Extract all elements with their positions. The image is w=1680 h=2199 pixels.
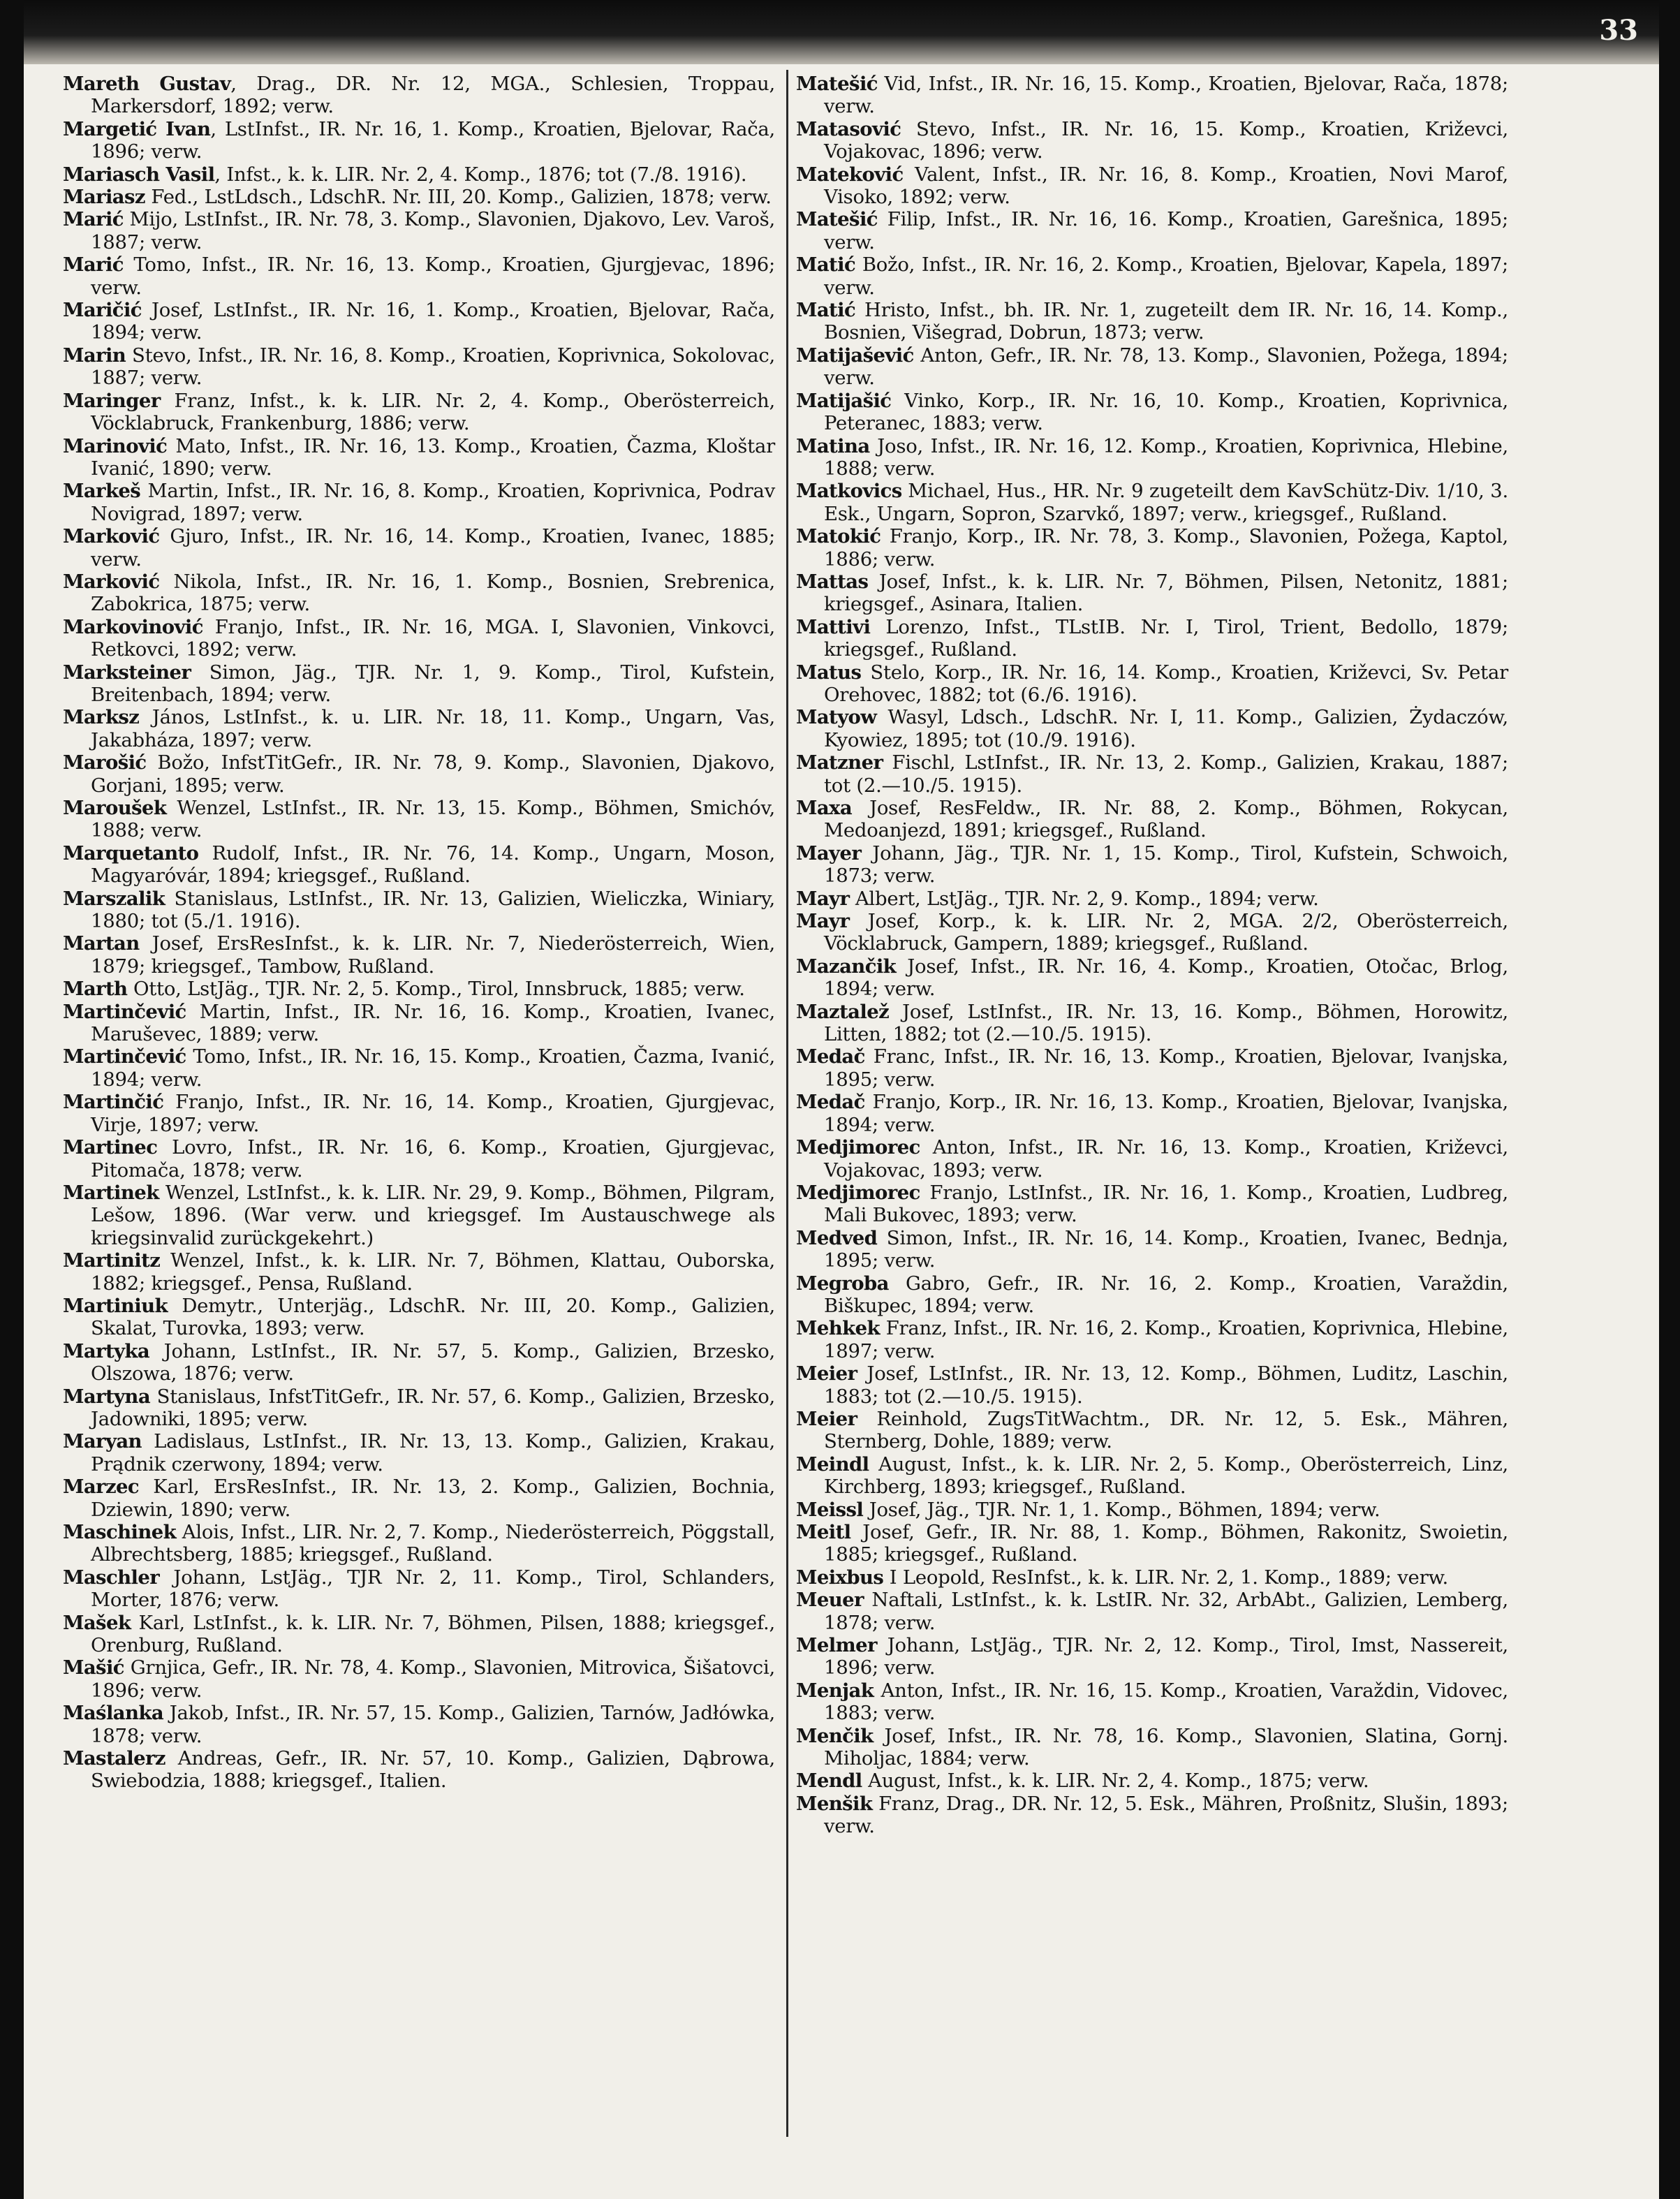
entry-details: Johann, Jäg., TJR. Nr. 1, 15. Komp., Tirol, Kufstein, Schwoich, 1873; verw. [824, 841, 1508, 888]
register-entry [63, 390, 775, 435]
entry-surname: Mašek [63, 1611, 131, 1634]
entry-surname: Medač [796, 1045, 865, 1068]
entry-surname: Matzner [796, 751, 883, 774]
entry-details: Franjo, Infst., IR. Nr. 16, 14. Komp., Kroatien, Gjurgjevac, Virje, 1897; verw. [91, 1091, 775, 1136]
register-entry [63, 253, 775, 299]
register-entry [796, 1272, 1508, 1318]
entry-surname: Medjimorec [796, 1136, 920, 1159]
register-entry [63, 616, 775, 661]
entry-details: Gabro, Gefr., IR. Nr. 16, 2. Komp., Kroatien, Varaždin, Biškupec, 1894; verw. [824, 1272, 1508, 1317]
entry-surname: Meindl [796, 1452, 869, 1476]
register-entry [796, 1317, 1508, 1362]
entry-surname: Martan [63, 932, 140, 955]
entry-details: Filip, Infst., IR. Nr. 16, 16. Komp., Kroatien, Garešnica, 1895; verw. [824, 208, 1508, 253]
entry-surname: Maroušek [63, 797, 167, 819]
entry-details: I Leopold, ResInfst., k. k. LIR. Nr. 2, 1. Komp., 1889; verw. [883, 1566, 1448, 1589]
register-entry [796, 1679, 1508, 1725]
entry-details: Mato, Infst., IR. Nr. 16, 13. Komp., Kroatien, Čazma, Kloštar Ivanić, 1890; verw. [91, 434, 775, 480]
entry-details: Josef, Infst., IR. Nr. 16, 4. Komp., Kroatien, Otočac, Brlog, 1894; verw. [824, 955, 1508, 1001]
register-entry [796, 299, 1508, 344]
entry-details: Simon, Jäg., TJR. Nr. 1, 9. Komp., Tirol, Kufstein, Breitenbach, 1894; verw. [91, 661, 775, 706]
entry-details: Fischl, LstInfst., IR. Nr. 13, 2. Komp., Galizien, Krakau, 1887; tot (2.—10./5. 1915). [824, 751, 1508, 797]
entry-surname: Martinčević [63, 1000, 186, 1023]
entry-surname: Maztalež [796, 1000, 890, 1023]
entry-surname: Markeš [63, 480, 141, 503]
entry-surname: Meuer [796, 1589, 864, 1612]
entry-details: Stevo, Infst., IR. Nr. 16, 15. Komp., Kroatien, Križevci, Vojakovac, 1896; verw. [824, 117, 1508, 163]
register-entry [63, 797, 775, 842]
register-entry [63, 1091, 775, 1136]
entry-surname: Mehkek [796, 1317, 880, 1340]
entry-details: Franjo, LstInfst., IR. Nr. 16, 1. Komp., Kroatien, Ludbreg, Mali Bukovec, 1893; verw. [824, 1181, 1508, 1227]
register-entry [63, 751, 775, 797]
entry-details: Stanislaus, InfstTitGefr., IR. Nr. 57, 6. Komp., Galizien, Brzesko, Jadowniki, 1895; verw. [91, 1385, 775, 1430]
entry-details: Stelo, Korp., IR. Nr. 16, 14. Komp., Kroatien, Križevci, Sv. Petar Orehovec, 1882; tot (6./6. 1916). [824, 661, 1508, 706]
entry-details: Josef, LstInfst., IR. Nr. 13, 12. Komp., Böhmen, Luditz, Laschin, 1883; tot (2.—10./5. 1915). [824, 1362, 1508, 1408]
register-entry [63, 1045, 775, 1091]
entry-surname: Markovinović [63, 615, 203, 638]
register-entry [796, 1499, 1508, 1521]
register-entry [796, 661, 1508, 707]
entry-surname: Mayr [796, 910, 850, 933]
entry-details: Josef, LstInfst., IR. Nr. 16, 1. Komp., Kroatien, Bjelovar, Rača, 1894; verw. [91, 299, 775, 344]
entry-details: Josef, ErsResInfst., k. k. LIR. Nr. 7, Niederösterreich, Wien, 1879; kriegsgef., Tambow, Rußland. [91, 932, 775, 978]
entry-details: Ladislaus, LstInfst., IR. Nr. 13, 13. Komp., Galizien, Krakau, Prądnik czerwony, 1894; verw. [91, 1430, 775, 1476]
entry-surname: Melmer [796, 1634, 877, 1657]
entry-details: Michael, Hus., HR. Nr. 9 zugeteilt dem KavSchütz-Div. 1/10, 3. Esk., Ungarn, Sopron, Szarvkő, 1897; verw., kriegsgef., Rußland. [824, 480, 1508, 525]
register-entry [63, 208, 775, 253]
register-entry [796, 1001, 1508, 1046]
entry-surname: Martinek [63, 1181, 159, 1204]
entry-surname: Matus [796, 661, 862, 684]
entry-surname: Mattivi [796, 615, 871, 638]
entry-details: Stevo, Infst., IR. Nr. 16, 8. Komp., Kroatien, Koprivnica, Sokolovac, 1887; verw. [91, 344, 775, 390]
entry-surname: Mayer [796, 841, 862, 865]
entry-details: Valent, Infst., IR. Nr. 16, 8. Komp., Kroatien, Novi Marof, Visoko, 1892; verw. [824, 163, 1508, 209]
register-entry [796, 73, 1508, 118]
entry-surname: Medjimorec [796, 1181, 920, 1204]
entry-details: Franz, Infst., IR. Nr. 16, 2. Komp., Kroatien, Koprivnica, Hlebine, 1897; verw. [824, 1317, 1508, 1362]
entry-details: Jakob, Infst., IR. Nr. 57, 15. Komp., Galizien, Tarnów, Jadłówka, 1878; verw. [91, 1702, 775, 1747]
entry-details: , LstInfst., IR. Nr. 16, 1. Komp., Kroatien, Bjelovar, Rača, 1896; verw. [91, 117, 775, 163]
entry-details: Martin, Infst., IR. Nr. 16, 8. Komp., Kroatien, Koprivnica, Podrav Novigrad, 1897; verw. [91, 480, 775, 525]
entry-details: Lorenzo, Infst., TLstIB. Nr. I, Tirol, Trient, Bedollo, 1879; kriegsgef., Rußland. [824, 615, 1508, 661]
entry-details: Wasyl, Ldsch., LdschR. Nr. I, 11. Komp., Galizien, Żydaczów, Kyowiez, 1895; tot (10./9. 1916). [824, 706, 1508, 751]
page-number: 33 [1599, 14, 1638, 47]
entry-surname: Martinčić [63, 1091, 164, 1114]
entry-details: Anton, Infst., IR. Nr. 16, 15. Komp., Kroatien, Varaždin, Vidovec, 1883; verw. [824, 1679, 1508, 1725]
register-entry [796, 118, 1508, 163]
entry-surname: Marquetanto [63, 841, 199, 865]
register-entry [63, 344, 775, 390]
left-column [63, 73, 775, 1793]
entry-surname: Marksz [63, 706, 140, 729]
entry-surname: Meier [796, 1407, 857, 1430]
entry-details: Wenzel, LstInfst., k. k. LIR. Nr. 29, 9. Komp., Böhmen, Pilgram, Lešow, 1896. (War verw. und kriegsgef. Im Austauschwege als kriegsinvalid zurückgekehrt.) [91, 1181, 775, 1249]
entry-details: Franjo, Korp., IR. Nr. 16, 13. Komp., Kroatien, Bjelovar, Ivanjska, 1894; verw. [824, 1091, 1508, 1136]
entry-details: Josef, ResFeldw., IR. Nr. 88, 2. Komp., Böhmen, Rokycan, Medoanjezd, 1891; kriegsgef., Rußland. [824, 797, 1508, 842]
entry-surname: Mayr [796, 887, 850, 910]
register-entry [796, 1521, 1508, 1566]
entry-surname: Meier [796, 1362, 857, 1385]
register-entry [63, 888, 775, 933]
entry-surname: Matina [796, 434, 870, 457]
register-entry [63, 1612, 775, 1657]
entry-surname: Margetić Ivan [63, 117, 211, 140]
register-entry [796, 480, 1508, 525]
entry-details: Joso, Infst., IR. Nr. 16, 12. Komp., Kroatien, Koprivnica, Hlebine, 1888; verw. [824, 434, 1508, 480]
register-entry [796, 1793, 1508, 1838]
register-entry [63, 1001, 775, 1046]
entry-surname: Maślanka [63, 1702, 164, 1725]
entry-details: August, Infst., k. k. LIR. Nr. 2, 5. Komp., Oberösterreich, Linz, Kirchberg, 1893; kriegsgef., Rußland. [824, 1452, 1508, 1499]
register-entry [63, 1295, 775, 1340]
entry-surname: Maringer [63, 389, 161, 412]
entry-surname: Matijašić [796, 389, 892, 412]
register-entry [796, 571, 1508, 616]
register-entry [63, 163, 775, 186]
register-entry [63, 571, 775, 616]
entry-surname: Martinec [63, 1136, 158, 1159]
register-entry [63, 978, 775, 1000]
entry-details: Grnjica, Gefr., IR. Nr. 78, 4. Komp., Slavonien, Mitrovica, Šišatovci, 1896; verw. [91, 1656, 775, 1702]
register-entry [63, 73, 775, 118]
register-entry [63, 1340, 775, 1385]
register-entry [796, 888, 1508, 910]
entry-surname: Marković [63, 525, 160, 548]
register-entry [63, 1656, 775, 1702]
entry-surname: Marth [63, 978, 128, 1001]
register-entry [796, 1362, 1508, 1408]
entry-details: Franz, Infst., k. k. LIR. Nr. 2, 4. Komp., Oberösterreich, Vöcklabruck, Frankenburg, 1886; verw. [91, 389, 775, 435]
entry-surname: Maričić [63, 299, 142, 322]
register-entry [63, 525, 775, 571]
entry-surname: Marošić [63, 751, 147, 774]
entry-surname: Mariasch Vasil [63, 163, 215, 186]
entry-details: Anton, Gefr., IR. Nr. 78, 13. Komp., Slavonien, Požega, 1894; verw. [824, 344, 1508, 390]
register-entry [796, 1227, 1508, 1272]
entry-details: Josef, Korp., k. k. LIR. Nr. 2, MGA. 2/2, Oberösterreich, Vöcklabruck, Gampern, 1889; kriegsgef., Rußland. [824, 910, 1508, 955]
register-entry [63, 706, 775, 751]
entry-surname: Mazančik [796, 955, 897, 978]
register-entry [63, 1566, 775, 1612]
register-entry [796, 435, 1508, 480]
entry-surname: Martinitz [63, 1249, 161, 1272]
register-entry [796, 1589, 1508, 1634]
entry-details: Josef, Infst., IR. Nr. 78, 16. Komp., Slavonien, Slatina, Gornj. Miholjac, 1884; verw. [824, 1724, 1508, 1770]
register-entry [796, 955, 1508, 1001]
register-entry [63, 1430, 775, 1476]
entry-details: , Drag., DR. Nr. 12, MGA., Schlesien, Troppau, Markersdorf, 1892; verw. [91, 73, 775, 118]
entry-surname: Marinović [63, 434, 168, 457]
register-entry [796, 163, 1508, 209]
entry-surname: Menčik [796, 1724, 874, 1747]
entry-details: August, Infst., k. k. LIR. Nr. 2, 4. Komp., 1875; verw. [862, 1770, 1369, 1793]
entry-surname: Mariasz [63, 186, 145, 209]
entry-surname: Martiniuk [63, 1294, 168, 1317]
entry-details: Nikola, Infst., IR. Nr. 16, 1. Komp., Bosnien, Srebrenica, Zabokrica, 1875; verw. [91, 570, 775, 616]
entry-surname: Mareth Gustav [63, 73, 231, 95]
entry-details: Franjo, Infst., IR. Nr. 16, MGA. I, Slavonien, Vinkovci, Retkovci, 1892; verw. [91, 615, 775, 661]
register-entry [63, 1385, 775, 1431]
entry-surname: Mendl [796, 1770, 862, 1793]
entry-surname: Matokić [796, 525, 881, 548]
entry-details: , Infst., k. k. LIR. Nr. 2, 4. Komp., 1876; tot (7./8. 1916). [214, 163, 747, 186]
register-entry [796, 706, 1508, 751]
entry-details: Wenzel, LstInfst., IR. Nr. 13, 15. Komp., Böhmen, Smichóv, 1888; verw. [91, 797, 775, 842]
scan-right-border [1659, 0, 1680, 2199]
entry-surname: Medved [796, 1226, 878, 1249]
entry-details: Johann, LstJäg., TJR Nr. 2, 11. Komp., Tirol, Schlanders, Morter, 1876; verw. [91, 1566, 775, 1612]
entry-details: Martin, Infst., IR. Nr. 16, 16. Komp., Kroatien, Ivanec, Maruševec, 1889; verw. [91, 1000, 775, 1046]
register-entry [63, 435, 775, 480]
register-entry [63, 1182, 775, 1249]
entry-surname: Matkovics [796, 480, 902, 503]
entry-details: Johann, LstInfst., IR. Nr. 57, 5. Komp., Galizien, Brzesko, Olszowa, 1876; verw. [91, 1339, 775, 1385]
scan-left-border [0, 0, 24, 2199]
register-entry [796, 1566, 1508, 1589]
entry-surname: Marzec [63, 1476, 140, 1499]
entry-details: Wenzel, Infst., k. k. LIR. Nr. 7, Böhmen, Klattau, Ouborska, 1882; kriegsgef., Pensa, Rußland. [91, 1249, 775, 1295]
entry-details: Karl, LstInfst., k. k. LIR. Nr. 7, Böhmen, Pilsen, 1888; kriegsgef., Orenburg, Rußland. [91, 1611, 775, 1657]
entry-details: Hristo, Infst., bh. IR. Nr. 1, zugeteilt dem IR. Nr. 16, 14. Komp., Bosnien, Višegrad, Dobrun, 1873; verw. [824, 299, 1508, 344]
entry-details: János, LstInfst., k. u. LIR. Nr. 18, 11. Komp., Ungarn, Vas, Jakabháza, 1897; verw. [91, 706, 775, 751]
entry-details: Simon, Infst., IR. Nr. 16, 14. Komp., Kroatien, Ivanec, Bednja, 1895; verw. [824, 1226, 1508, 1272]
register-entry [796, 616, 1508, 661]
entry-surname: Marković [63, 570, 160, 593]
entry-details: Franz, Drag., DR. Nr. 12, 5. Esk., Mähren, Proßnitz, Slušin, 1893; verw. [824, 1792, 1508, 1838]
register-entry [796, 1091, 1508, 1136]
entry-surname: Marić [63, 253, 124, 277]
entry-details: Tomo, Infst., IR. Nr. 16, 15. Komp., Kroatien, Čazma, Ivanić, 1894; verw. [91, 1045, 775, 1091]
register-entry [63, 1747, 775, 1793]
entry-details: Naftali, LstInfst., k. k. LstIR. Nr. 32, ArbAbt., Galizien, Lemberg, 1878; verw. [824, 1589, 1508, 1634]
entry-details: Gjuro, Infst., IR. Nr. 16, 14. Komp., Kroatien, Ivanec, 1885; verw. [91, 525, 775, 571]
entry-details: Johann, LstJäg., TJR. Nr. 2, 12. Komp., Tirol, Imst, Nassereit, 1896; verw. [824, 1634, 1508, 1679]
register-entry [63, 842, 775, 888]
entry-surname: Matešić [796, 73, 878, 95]
register-entry [796, 1453, 1508, 1499]
entry-surname: Mašić [63, 1656, 124, 1679]
register-entry [63, 1702, 775, 1747]
register-entry [796, 842, 1508, 888]
entry-details: Otto, LstJäg., TJR. Nr. 2, 5. Komp., Tirol, Innsbruck, 1885; verw. [127, 978, 745, 1001]
right-column [796, 73, 1508, 1838]
column-divider [786, 70, 788, 2137]
entry-surname: Matijašević [796, 344, 914, 367]
scan-top-border [0, 0, 1680, 64]
entry-details: Božo, Infst., IR. Nr. 16, 2. Komp., Kroatien, Bjelovar, Kapela, 1897; verw. [824, 253, 1508, 299]
entry-surname: Medač [796, 1091, 865, 1114]
register-entry [796, 1770, 1508, 1792]
entry-surname: Maxa [796, 797, 853, 819]
entry-surname: Marszalik [63, 887, 165, 910]
entry-surname: Megroba [796, 1272, 889, 1295]
entry-details: Tomo, Infst., IR. Nr. 16, 13. Komp., Kroatien, Gjurgjevac, 1896; verw. [91, 253, 775, 299]
register-entry [796, 525, 1508, 571]
register-entry [63, 1136, 775, 1182]
register-entry [63, 186, 775, 208]
entry-surname: Marin [63, 344, 126, 367]
register-entry [796, 1634, 1508, 1679]
register-entry [63, 1476, 775, 1521]
register-entry [796, 208, 1508, 253]
register-entry [796, 1136, 1508, 1182]
entry-surname: Meitl [796, 1521, 851, 1543]
entry-details: Franjo, Korp., IR. Nr. 78, 3. Komp., Slavonien, Požega, Kaptol, 1886; verw. [824, 525, 1508, 571]
entry-surname: Martinčević [63, 1045, 186, 1068]
register-entry [796, 797, 1508, 842]
entry-surname: Matić [796, 299, 856, 322]
register-entry [796, 1182, 1508, 1227]
entry-details: Fed., LstLdsch., LdschR. Nr. III, 20. Komp., Galizien, 1878; verw. [145, 186, 772, 209]
entry-surname: Martyna [63, 1385, 151, 1408]
entry-details: Josef, Jäg., TJR. Nr. 1, 1. Komp., Böhmen, 1894; verw. [863, 1498, 1380, 1521]
entry-details: Josef, Gefr., IR. Nr. 88, 1. Komp., Böhmen, Rakonitz, Swoietin, 1885; kriegsgef., Rußland. [824, 1521, 1508, 1566]
entry-surname: Marksteiner [63, 661, 191, 684]
register-entry [796, 1408, 1508, 1453]
entry-surname: Matešić [796, 208, 878, 231]
entry-surname: Menjak [796, 1679, 874, 1702]
register-entry [63, 299, 775, 344]
register-entry [63, 932, 775, 978]
entry-details: Franc, Infst., IR. Nr. 16, 13. Komp., Kroatien, Bjelovar, Ivanjska, 1895; verw. [824, 1045, 1508, 1091]
entry-details: Stanislaus, LstInfst., IR. Nr. 13, Galizien, Wieliczka, Winiary, 1880; tot (5./1. 1916). [91, 887, 775, 933]
register-entry [796, 910, 1508, 955]
entry-surname: Maryan [63, 1430, 142, 1453]
entry-details: Vid, Infst., IR. Nr. 16, 15. Komp., Kroatien, Bjelovar, Rača, 1878; verw. [824, 73, 1508, 118]
register-entry [63, 1521, 775, 1566]
entry-details: Andreas, Gefr., IR. Nr. 57, 10. Komp., Galizien, Dąbrowa, Swiebodzia, 1888; kriegsgef., Italien. [91, 1747, 775, 1793]
entry-details: Reinhold, ZugsTitWachtm., DR. Nr. 12, 5. Esk., Mähren, Sternberg, Dohle, 1889; verw. [824, 1407, 1508, 1453]
entry-surname: Maschinek [63, 1521, 177, 1543]
register-entry [796, 253, 1508, 299]
register-entry [63, 661, 775, 707]
entry-surname: Matasović [796, 117, 901, 140]
register-entry [796, 1725, 1508, 1770]
entry-surname: Mateković [796, 163, 904, 186]
register-entry [796, 1045, 1508, 1091]
register-entry [796, 751, 1508, 797]
entry-details: Lovro, Infst., IR. Nr. 16, 6. Komp., Kroatien, Gjurgjevac, Pitomača, 1878; verw. [91, 1136, 775, 1182]
entry-details: Karl, ErsResInfst., IR. Nr. 13, 2. Komp., Galizien, Bochnia, Dziewin, 1890; verw. [91, 1476, 775, 1521]
entry-surname: Meissl [796, 1498, 864, 1521]
entry-details: Josef, LstInfst., IR. Nr. 13, 16. Komp., Böhmen, Horowitz, Litten, 1882; tot (2.—10./5. 1915). [824, 1000, 1508, 1046]
entry-details: Demytr., Unterjäg., LdschR. Nr. III, 20. Komp., Galizien, Skalat, Turovka, 1893; verw. [91, 1294, 775, 1340]
entry-surname: Mastalerz [63, 1747, 165, 1770]
entry-surname: Matyow [796, 706, 877, 729]
entry-details: Albert, LstJäg., TJR. Nr. 2, 9. Komp., 1894; verw. [849, 887, 1319, 910]
entry-details: Mijo, LstInfst., IR. Nr. 78, 3. Komp., Slavonien, Djakovo, Lev. Varoš, 1887; verw. [91, 208, 775, 253]
entry-details: Alois, Infst., LIR. Nr. 2, 7. Komp., Niederösterreich, Pöggstall, Albrechtsberg, 1885; kriegsgef., Rußland. [91, 1521, 775, 1566]
entry-surname: Marić [63, 208, 124, 231]
register-entry [63, 118, 775, 163]
entry-details: Vinko, Korp., IR. Nr. 16, 10. Komp., Kroatien, Koprivnica, Peteranec, 1883; verw. [824, 389, 1508, 435]
register-entry [63, 1249, 775, 1295]
register-entry [796, 390, 1508, 435]
register-entry [796, 344, 1508, 390]
entry-details: Anton, Infst., IR. Nr. 16, 13. Komp., Kroatien, Križevci, Vojakovac, 1893; verw. [824, 1136, 1508, 1182]
entry-surname: Meixbus [796, 1566, 884, 1589]
entry-details: Rudolf, Infst., IR. Nr. 76, 14. Komp., Ungarn, Moson, Magyaróvár, 1894; kriegsgef., Rußland. [91, 841, 775, 888]
entry-surname: Menšik [796, 1792, 873, 1815]
entry-surname: Mattas [796, 570, 869, 593]
entry-details: Josef, Infst., k. k. LIR. Nr. 7, Böhmen, Pilsen, Netonitz, 1881; kriegsgef., Asinara, Italien. [824, 570, 1508, 616]
entry-surname: Matić [796, 253, 856, 277]
entry-surname: Maschler [63, 1566, 160, 1589]
register-entry [63, 480, 775, 525]
entry-details: Božo, InfstTitGefr., IR. Nr. 78, 9. Komp., Slavonien, Djakovo, Gorjani, 1895; verw. [91, 751, 775, 797]
entry-surname: Martyka [63, 1339, 150, 1362]
